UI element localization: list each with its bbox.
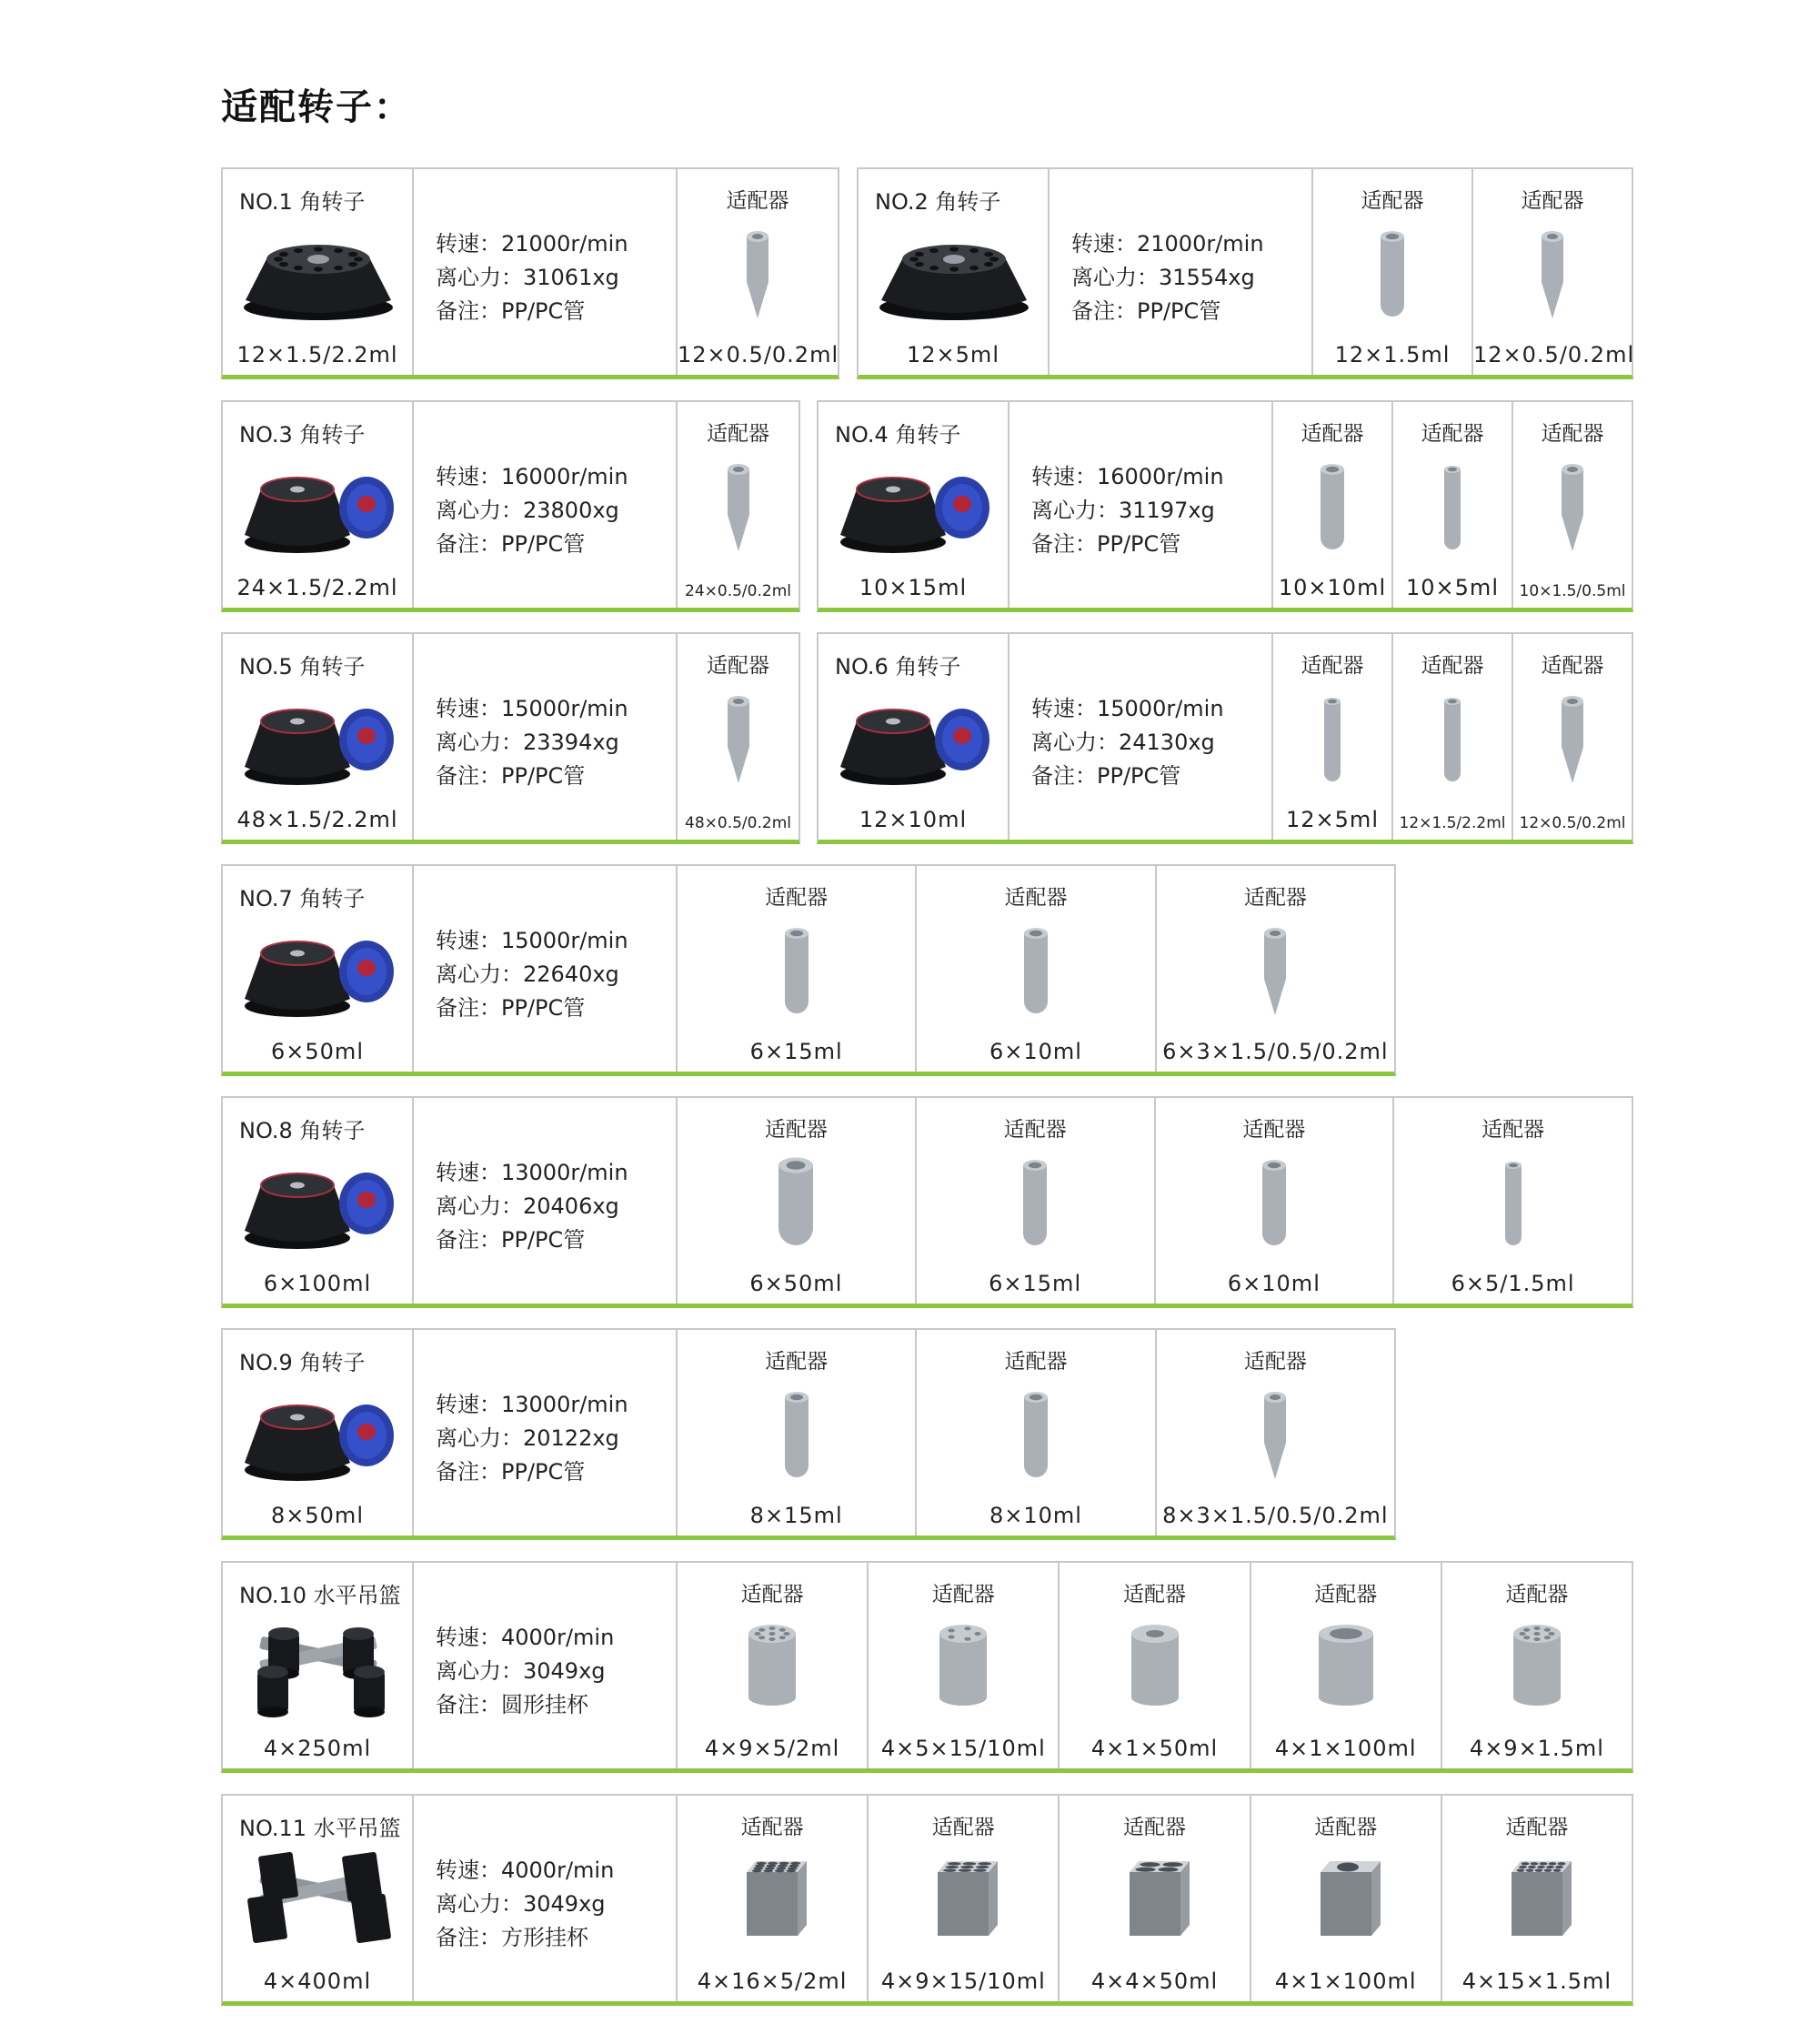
- spec-force: [1031, 494, 1224, 528]
- adapter-title: 适配器: [1301, 422, 1364, 446]
- spec-speed-label: 转速：: [1031, 464, 1097, 489]
- spec-force: [436, 1190, 628, 1223]
- spec-force-value: 3049xg: [523, 1658, 606, 1684]
- rotor-name: NO.10 水平吊篮: [239, 1583, 401, 1608]
- rotor-name: NO.6 角转子: [835, 654, 961, 680]
- adapter-cell: [678, 402, 799, 608]
- spec-force-value: 3049xg: [523, 1891, 606, 1917]
- spec-force-label: 离心力：: [1071, 265, 1159, 290]
- rotor-name: NO.9 角转子: [239, 1350, 366, 1375]
- adapter-cell: [1060, 1796, 1251, 2001]
- adapter-title: 适配器: [1004, 886, 1068, 910]
- rotor-cell: [223, 1563, 414, 1768]
- spec-force: [436, 1888, 614, 1921]
- spec-note-label: 备注：: [436, 1227, 501, 1253]
- adapter-capacity: 8×3×1.5/0.5/0.2ml: [1162, 1503, 1389, 1528]
- adapter-capacity: 10×1.5/0.5ml: [1519, 582, 1626, 600]
- adapter-capacity: 12×0.5/0.2ml: [678, 342, 839, 368]
- spec-speed-label: 转速：: [1071, 231, 1137, 257]
- adapter-title: 适配器: [1314, 1583, 1378, 1606]
- spec-note: [436, 992, 628, 1025]
- spec-force: [436, 1655, 614, 1688]
- spec-speed-value: 21000r/min: [1137, 231, 1264, 257]
- adapter-title: 适配器: [1505, 1816, 1569, 1839]
- spec-note-label: 备注：: [436, 763, 501, 789]
- adapter-tube-icon: [1305, 458, 1360, 559]
- spec-force-label: 离心力：: [436, 265, 523, 290]
- adapter-tube-icon: [1008, 1154, 1062, 1254]
- adapter-round-multi9-icon: [736, 1619, 809, 1710]
- spec-speed-label: 转速：: [436, 1625, 501, 1650]
- spec-speed: [436, 1388, 628, 1422]
- spec-force-value: 24130xg: [1119, 730, 1215, 755]
- spec-speed-value: 21000r/min: [501, 231, 628, 257]
- angle-rotor-lid-icon: [837, 451, 991, 559]
- adapter-cell: [678, 634, 799, 840]
- rotor-capacity: 4×250ml: [263, 1736, 372, 1761]
- adapter-title: 适配器: [1003, 1118, 1067, 1142]
- adapter-slim-icon: [1486, 1154, 1541, 1254]
- adapter-round-multi5-icon: [927, 1619, 999, 1710]
- adapter-cell: [1251, 1796, 1442, 2001]
- spec-cell: [414, 169, 678, 375]
- adapter-capacity: 6×5/1.5ml: [1451, 1271, 1575, 1296]
- spec-force-label: 离心力：: [436, 962, 523, 987]
- angle-rotor-lid-icon: [241, 683, 396, 790]
- spec-cell: [414, 1098, 678, 1304]
- adapter-capacity: 4×1×100ml: [1274, 1736, 1417, 1761]
- adapter-capacity: 8×10ml: [989, 1503, 1082, 1528]
- adapter-capacity: 4×9×1.5ml: [1469, 1736, 1604, 1761]
- spec-speed-value: 4000r/min: [501, 1858, 615, 1883]
- rotor-block: [817, 632, 1633, 844]
- spec-speed-label: 转速：: [1031, 696, 1097, 721]
- adapter-cell: [869, 1796, 1060, 2001]
- adapter-title: 适配器: [1242, 1118, 1306, 1142]
- spec-note-label: 备注：: [1031, 531, 1097, 557]
- adapter-conical-icon: [1545, 690, 1600, 790]
- adapter-cell: [1393, 634, 1513, 840]
- adapter-capacity: 6×15ml: [749, 1039, 843, 1064]
- spec-note: [1031, 528, 1224, 561]
- adapter-cell: [1157, 866, 1394, 1072]
- rotor-name: NO.4 角转子: [835, 422, 961, 448]
- rotor-cell: [223, 1330, 414, 1536]
- spec-note: [436, 1921, 614, 1955]
- spec-force-label: 离心力：: [436, 1193, 523, 1219]
- adapter-slim-icon: [1425, 458, 1480, 559]
- adapter-title: 适配器: [707, 654, 769, 678]
- adapter-cell: [1251, 1563, 1442, 1768]
- spec-speed-value: 16000r/min: [501, 464, 628, 489]
- adapter-slim-icon: [1425, 690, 1480, 790]
- rotor-name: NO.5 角转子: [239, 654, 366, 680]
- rotor-capacity: 6×50ml: [271, 1039, 364, 1064]
- spec-note: [436, 1223, 628, 1257]
- rotor-capacity: 12×5ml: [907, 342, 999, 368]
- spec-force: [436, 494, 628, 528]
- adapter-title: 适配器: [740, 1583, 804, 1606]
- adapter-conical-icon: [711, 690, 766, 790]
- adapter-title: 适配器: [1421, 654, 1484, 678]
- adapter-round-single-icon: [1119, 1619, 1191, 1710]
- adapter-title: 适配器: [765, 886, 829, 910]
- adapter-capacity: 4×16×5/2ml: [697, 1968, 848, 1994]
- adapter-tube-icon: [1247, 1154, 1301, 1254]
- spec-force-value: 23394xg: [523, 730, 619, 755]
- spec-speed-value: 4000r/min: [501, 1625, 615, 1650]
- adapter-conical-icon: [1248, 922, 1302, 1022]
- adapter-round-multi9-icon: [1501, 1619, 1573, 1710]
- rotor-name: NO.7 角转子: [239, 886, 366, 911]
- spec-speed-label: 转速：: [436, 1858, 501, 1883]
- spec-speed: [436, 692, 628, 726]
- adapter-title: 适配器: [740, 1816, 804, 1839]
- adapter-cell: [678, 169, 838, 375]
- adapter-cell: [1313, 169, 1473, 375]
- spec-speed-label: 转速：: [436, 1160, 501, 1185]
- spec-speed-value: 16000r/min: [1097, 464, 1224, 489]
- adapter-capacity: 6×10ml: [1227, 1271, 1321, 1296]
- spec-note-value: PP/PC管: [1097, 531, 1181, 557]
- adapter-conical-icon: [730, 226, 785, 326]
- adapter-capacity: 12×1.5ml: [1334, 342, 1451, 368]
- rotor-capacity: 12×1.5/2.2ml: [236, 342, 398, 368]
- rotor-cell: [223, 866, 414, 1072]
- spec-cell: [414, 1796, 678, 2001]
- angle-rotor-lid-icon: [241, 915, 396, 1022]
- adapter-cell: [1157, 1330, 1394, 1536]
- adapter-cell: [1273, 634, 1393, 840]
- rotor-capacity: 10×15ml: [859, 575, 968, 600]
- rotor-capacity: 8×50ml: [271, 1503, 364, 1528]
- adapter-cell: [917, 1098, 1156, 1304]
- adapter-capacity: 6×50ml: [749, 1271, 843, 1296]
- spec-note: [436, 295, 628, 328]
- spec-cell: [1009, 402, 1273, 608]
- rotor-capacity: 12×10ml: [859, 807, 968, 832]
- spec-cell: [414, 866, 678, 1072]
- adapter-title: 适配器: [931, 1816, 995, 1839]
- adapter-conical-icon: [1525, 226, 1580, 326]
- adapter-cell: [678, 1563, 869, 1768]
- adapter-square-1-icon: [1310, 1852, 1382, 1943]
- spec-force-label: 离心力：: [436, 730, 523, 755]
- adapter-conical-icon: [1545, 458, 1600, 559]
- adapter-capacity: 12×0.5/0.2ml: [1519, 814, 1626, 832]
- adapter-tube-icon: [1009, 1386, 1063, 1486]
- adapter-capacity: 6×15ml: [989, 1271, 1082, 1296]
- adapter-capacity: 4×1×100ml: [1274, 1968, 1417, 1994]
- spec-speed-label: 转速：: [436, 231, 501, 257]
- angle-rotor-lid-icon: [241, 1147, 396, 1254]
- rotor-block: [221, 167, 839, 379]
- adapter-cell: [678, 866, 917, 1072]
- rotor-block: [221, 400, 800, 612]
- spec-force-label: 离心力：: [1031, 498, 1119, 523]
- spec-force: [436, 261, 628, 295]
- swing-bucket-round-icon: [241, 1612, 396, 1719]
- rotor-name: NO.8 角转子: [239, 1118, 366, 1143]
- rotor-block: [857, 167, 1633, 379]
- spec-speed: [436, 227, 628, 261]
- adapter-capacity: 12×0.5/0.2ml: [1473, 342, 1635, 368]
- rotor-block: [221, 1794, 1633, 2006]
- adapter-title: 适配器: [1482, 1118, 1545, 1142]
- adapter-title: 适配器: [1301, 654, 1364, 678]
- spec-note: [1071, 295, 1264, 328]
- spec-force: [436, 958, 628, 992]
- adapter-round-large-icon: [1310, 1619, 1382, 1710]
- spec-note: [1031, 760, 1224, 793]
- adapter-tube-icon: [1365, 226, 1420, 326]
- spec-note-value: PP/PC管: [501, 531, 586, 557]
- adapter-cell: [678, 1098, 917, 1304]
- spec-speed-value: 15000r/min: [501, 928, 628, 953]
- spec-note-value: 圆形挂杯: [501, 1692, 588, 1717]
- rotor-block: [221, 1328, 1396, 1540]
- adapter-capacity: 4×9×5/2ml: [704, 1736, 840, 1761]
- adapter-cell: [1394, 1098, 1632, 1304]
- spec-speed: [436, 1621, 614, 1655]
- spec-force-value: 23800xg: [523, 498, 619, 523]
- adapter-cell: [1442, 1796, 1632, 2001]
- adapter-title: 适配器: [1004, 1350, 1068, 1374]
- adapter-cell: [1393, 402, 1513, 608]
- rotor-capacity: 4×400ml: [263, 1968, 372, 1994]
- spec-speed-label: 转速：: [436, 696, 501, 721]
- adapter-cell: [1156, 1098, 1395, 1304]
- spec-speed: [1031, 692, 1224, 726]
- rotor-name: NO.2 角转子: [875, 189, 1001, 215]
- adapter-title: 适配器: [726, 189, 789, 213]
- spec-note-label: 备注：: [436, 1692, 501, 1717]
- spec-speed-value: 13000r/min: [501, 1160, 628, 1185]
- spec-speed-label: 转速：: [436, 928, 501, 953]
- swing-bucket-square-icon: [241, 1845, 396, 1952]
- adapter-title: 适配器: [931, 1583, 995, 1606]
- spec-speed-label: 转速：: [436, 464, 501, 489]
- spec-note-value: PP/PC管: [501, 763, 586, 789]
- adapter-cell: [917, 866, 1156, 1072]
- rotor-capacity: 48×1.5/2.2ml: [236, 807, 398, 832]
- rotor-block: [221, 1561, 1633, 1773]
- spec-force-value: 20406xg: [523, 1193, 619, 1219]
- spec-note-value: PP/PC管: [501, 298, 586, 324]
- spec-speed-value: 13000r/min: [501, 1392, 628, 1417]
- spec-note-label: 备注：: [436, 1459, 501, 1485]
- angle-rotor-lid-icon: [837, 683, 991, 790]
- adapter-title: 适配器: [1243, 886, 1307, 910]
- adapter-capacity: 48×0.5/0.2ml: [685, 814, 791, 832]
- spec-force: [1071, 261, 1264, 295]
- adapter-square-9-icon: [927, 1852, 999, 1943]
- spec-note-label: 备注：: [436, 1925, 501, 1950]
- adapter-cell: [678, 1330, 917, 1536]
- spec-speed: [436, 1156, 628, 1190]
- adapter-capacity: 4×1×50ml: [1090, 1736, 1219, 1761]
- adapter-title: 适配器: [1123, 1583, 1186, 1606]
- adapter-title: 适配器: [1361, 189, 1424, 213]
- rotor-block: [221, 1096, 1633, 1308]
- spec-note-label: 备注：: [1031, 763, 1097, 789]
- spec-force-label: 离心力：: [1031, 730, 1119, 755]
- adapter-capacity: 8×15ml: [749, 1503, 843, 1528]
- rotor-cell: [223, 169, 414, 375]
- spec-note-value: 方形挂杯: [501, 1925, 588, 1950]
- adapter-slim-icon: [1305, 690, 1360, 790]
- rotor-name: NO.11 水平吊篮: [239, 1816, 401, 1841]
- adapter-capacity: 12×5ml: [1286, 807, 1379, 832]
- adapter-cell: [1513, 634, 1632, 840]
- spec-force-value: 31197xg: [1119, 498, 1215, 523]
- spec-force-value: 20122xg: [523, 1425, 619, 1451]
- spec-speed-label: 转速：: [436, 1392, 501, 1417]
- adapter-capacity: 10×5ml: [1406, 575, 1499, 600]
- adapter-conical-icon: [711, 458, 766, 559]
- spec-cell: [1050, 169, 1313, 375]
- spec-force-value: 22640xg: [523, 962, 619, 987]
- rotor-cell: [223, 402, 414, 608]
- spec-speed: [1031, 460, 1224, 494]
- adapter-capacity: 4×9×15/10ml: [880, 1968, 1046, 1994]
- adapter-capacity: 4×5×15/10ml: [880, 1736, 1046, 1761]
- spec-note-value: PP/PC管: [1097, 763, 1181, 789]
- spec-force-value: 31554xg: [1159, 265, 1255, 290]
- adapter-wide-icon: [768, 1154, 823, 1254]
- rotor-block: [221, 864, 1396, 1076]
- spec-force-label: 离心力：: [436, 1425, 523, 1451]
- adapter-capacity: 4×15×1.5ml: [1461, 1968, 1612, 1994]
- adapter-cell: [1473, 169, 1635, 375]
- rotor-cell: [223, 634, 414, 840]
- spec-speed-value: 15000r/min: [1097, 696, 1224, 721]
- page-title: 适配转子：: [221, 86, 412, 128]
- spec-note: [436, 528, 628, 561]
- spec-note: [436, 1455, 628, 1489]
- spec-note-value: PP/PC管: [501, 1227, 586, 1253]
- adapter-cell: [1060, 1563, 1251, 1768]
- spec-cell: [1009, 634, 1273, 840]
- adapter-capacity: 10×10ml: [1278, 575, 1387, 600]
- adapter-capacity: 12×1.5/2.2ml: [1399, 814, 1506, 832]
- adapter-capacity: 6×10ml: [989, 1039, 1082, 1064]
- adapter-capacity: 24×0.5/0.2ml: [685, 582, 791, 600]
- adapter-square-4-icon: [1119, 1852, 1191, 1943]
- adapter-square-15-icon: [1501, 1852, 1573, 1943]
- adapter-title: 适配器: [1541, 422, 1604, 446]
- rotor-cell: [223, 1796, 414, 2001]
- spec-cell: [414, 634, 678, 840]
- spec-cell: [414, 1563, 678, 1768]
- spec-cell: [414, 1330, 678, 1536]
- spec-note: [436, 760, 628, 793]
- adapter-tube-icon: [769, 922, 824, 1022]
- spec-note-label: 备注：: [436, 298, 501, 324]
- rotor-name: NO.1 角转子: [239, 189, 366, 215]
- adapter-cell: [1442, 1563, 1632, 1768]
- spec-force-label: 离心力：: [436, 498, 523, 523]
- spec-force-label: 离心力：: [436, 1891, 523, 1917]
- rotor-capacity: 24×1.5/2.2ml: [236, 575, 398, 600]
- adapter-cell: [1513, 402, 1632, 608]
- adapter-title: 适配器: [765, 1350, 829, 1374]
- spec-note-value: PP/PC管: [501, 995, 586, 1021]
- spec-note-value: PP/PC管: [1137, 298, 1221, 324]
- spec-note-label: 备注：: [436, 995, 501, 1021]
- adapter-tube-icon: [1009, 922, 1063, 1022]
- adapter-title: 适配器: [1243, 1350, 1307, 1374]
- adapter-tube-icon: [769, 1386, 824, 1486]
- adapter-square-16-icon: [736, 1852, 809, 1943]
- spec-force: [436, 1422, 628, 1455]
- spec-speed: [1071, 227, 1264, 261]
- angle-rotor-icon: [877, 218, 1031, 326]
- angle-rotor-icon: [241, 218, 396, 326]
- spec-speed: [436, 460, 628, 494]
- adapter-cell: [869, 1563, 1060, 1768]
- rotor-cell: [819, 402, 1009, 608]
- adapter-capacity: 4×4×50ml: [1090, 1968, 1219, 1994]
- adapter-cell: [678, 1796, 869, 2001]
- spec-force: [1031, 726, 1224, 760]
- spec-speed: [436, 1854, 614, 1888]
- rotor-cell: [223, 1098, 414, 1304]
- angle-rotor-lid-icon: [241, 451, 396, 559]
- adapter-capacity: 6×3×1.5/0.5/0.2ml: [1162, 1039, 1389, 1064]
- adapter-title: 适配器: [1541, 654, 1604, 678]
- spec-cell: [414, 402, 678, 608]
- rotor-cell: [819, 634, 1009, 840]
- adapter-title: 适配器: [1521, 189, 1584, 213]
- spec-speed: [436, 924, 628, 958]
- rotor-name: NO.3 角转子: [239, 422, 366, 448]
- adapter-cell: [1273, 402, 1393, 608]
- adapter-title: 适配器: [707, 422, 769, 446]
- spec-note: [436, 1688, 614, 1722]
- rotor-cell: [859, 169, 1050, 375]
- adapter-title: 适配器: [1421, 422, 1484, 446]
- spec-note-label: 备注：: [1071, 298, 1137, 324]
- adapter-title: 适配器: [764, 1118, 828, 1142]
- adapter-conical-icon: [1248, 1386, 1302, 1486]
- angle-rotor-lid-icon: [241, 1379, 396, 1486]
- rotor-capacity: 6×100ml: [263, 1271, 372, 1296]
- adapter-title: 适配器: [1505, 1583, 1569, 1606]
- adapter-title: 适配器: [1123, 1816, 1186, 1839]
- spec-speed-value: 15000r/min: [501, 696, 628, 721]
- adapter-title: 适配器: [1314, 1816, 1378, 1839]
- adapter-cell: [917, 1330, 1156, 1536]
- spec-note-label: 备注：: [436, 531, 501, 557]
- spec-note-value: PP/PC管: [501, 1459, 586, 1485]
- spec-force-label: 离心力：: [436, 1658, 523, 1684]
- rotor-block: [817, 400, 1633, 612]
- spec-force-value: 31061xg: [523, 265, 619, 290]
- rotor-block: [221, 632, 800, 844]
- spec-force: [436, 726, 628, 760]
